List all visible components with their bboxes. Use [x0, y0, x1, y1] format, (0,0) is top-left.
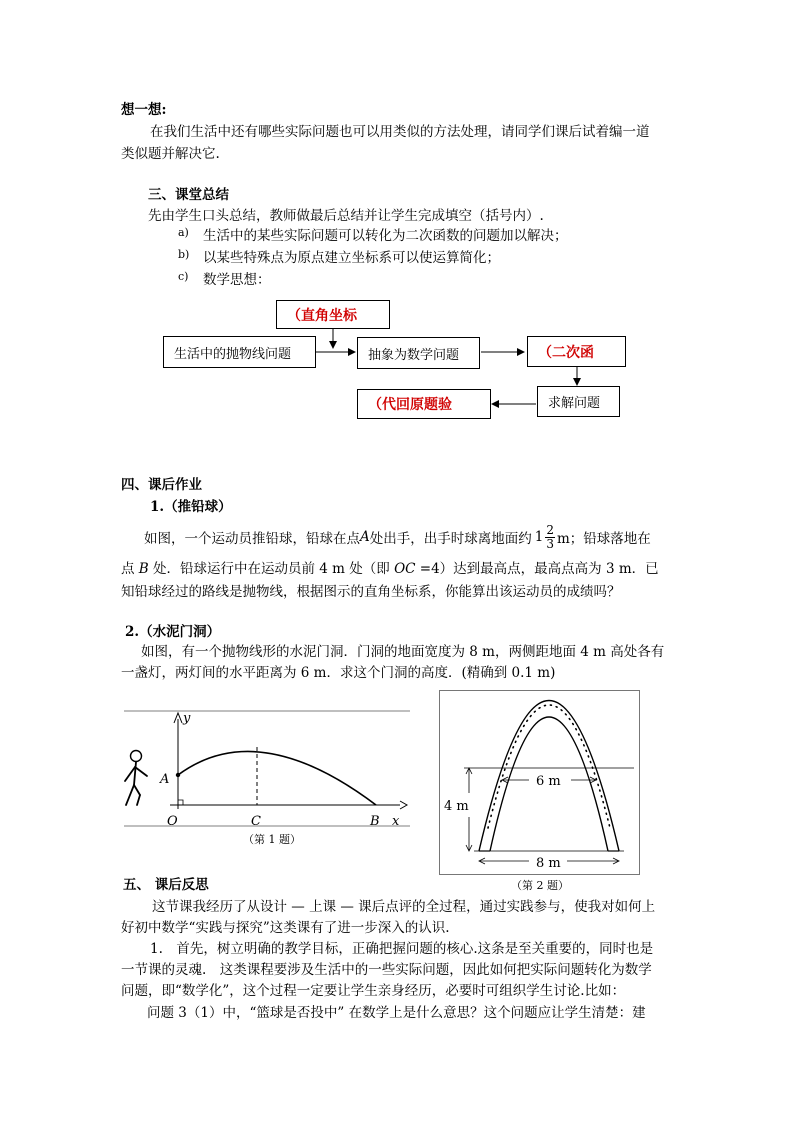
- summary-item-text: 生活中的某些实际问题可以转化为二次函数的问题加以解决；: [203, 228, 568, 244]
- reflection-line: 好初中数学“实践与探究”这类课有了进一步深入的认识.: [121, 920, 450, 936]
- think-line-1: 在我们生活中还有哪些实际问题也可以用类似的方法处理，请同学们课后试着编一道: [150, 124, 650, 140]
- summary-intro: 先由学生口头总结，教师做最后总结并让学生完成填空（括号内）.: [148, 208, 544, 224]
- q2-title: 2.（水泥门洞）: [125, 624, 221, 640]
- label-4m: 4 m: [444, 799, 469, 814]
- think-title: 想一想:: [121, 102, 167, 118]
- flow-box-life-problem: 生活中的抛物线问题: [163, 336, 316, 368]
- right-angle-mark: [178, 800, 183, 805]
- q1-title: 1.（推铅球）: [150, 499, 232, 515]
- q1-line-1: [144, 522, 651, 552]
- reflection-line: 一节课的灵魂. 这类课程要涉及生活中的一些实际问题，因此如何把实际问题转化为数学: [121, 962, 652, 978]
- summary-heading: 三、课堂总结: [148, 187, 229, 203]
- homework-heading: 四、课后作业: [121, 477, 202, 493]
- q1-text: 点: [121, 561, 135, 577]
- reflection-line: 问题，即“数学化”，这个过程一定要让学生亲身经历，必要时可组织学生讨论.比如：: [121, 983, 626, 999]
- q1-text: 处出手，出手时球离地面约: [369, 531, 532, 547]
- fraction: [545, 524, 555, 551]
- trajectory-parabola: [178, 751, 376, 805]
- label-6m: 6 m: [536, 774, 561, 789]
- x-axis-label: x: [392, 814, 400, 829]
- q1-line-2: [121, 557, 659, 577]
- summary-item-text: 以某些特殊点为原点建立坐标系可以使运算简化；: [203, 250, 500, 266]
- fraction-numerator: 2: [546, 522, 554, 537]
- figure-1-shot-put: [120, 705, 420, 855]
- flow-arrows: [0, 0, 794, 440]
- reflection-line: 1. 首先，树立明确的教学目标，正确把握问题的核心.这条是至关重要的，同时也是: [150, 941, 654, 957]
- reflection-line: 这节课我经历了从设计 — 上课 — 课后点评的全过程，通过实践参与，使我对如何上: [152, 899, 656, 915]
- think-line-2: 类似题并解决它.: [121, 146, 220, 162]
- label-8m: 8 m: [536, 856, 561, 871]
- point-a-label: A: [160, 772, 170, 787]
- q2-line-1: 如图，有一个抛物线形的水泥门洞．门洞的地面宽度为 8 m，两侧距地面 4 m 高处各有: [141, 644, 665, 660]
- summary-item-text: 数学思想：: [203, 272, 271, 288]
- athlete-figure-icon: [125, 751, 147, 806]
- flow-box-quadratic: （二次函: [527, 336, 626, 367]
- figure-2-caption: （第 2 题）: [511, 879, 569, 892]
- q2-line-2: 一盏灯，两灯间的水平距离为 6 m．求这个门洞的高度．(精确到 0.1 m): [121, 665, 556, 681]
- fraction-denominator: 3: [546, 536, 554, 551]
- origin-label: O: [167, 814, 178, 829]
- q1-text: m；铅球落地在: [556, 531, 651, 547]
- flow-box-substitute: （代回原题验: [357, 389, 491, 419]
- summary-item-mark: a): [178, 226, 189, 239]
- y-axis-label: y: [183, 711, 191, 726]
- flow-box-abstract: 抽象为数学问题: [357, 337, 480, 369]
- q1-text: =4）达到最高点，最高点高为 3 m．已: [419, 561, 659, 577]
- figure-2-cement-arch: [439, 690, 641, 895]
- figure-1-caption: （第 1 题）: [243, 833, 301, 846]
- q1-text: 如图，一个运动员推铅球，铅球在点: [144, 531, 360, 547]
- summary-item-mark: c): [178, 270, 189, 283]
- point-c-label: C: [251, 814, 261, 829]
- arch-dots: [488, 705, 610, 828]
- reflection-heading: 五、 课后反思: [123, 877, 209, 893]
- point-b-label: B: [138, 561, 149, 577]
- q1-line-3: 知铅球经过的路线是抛物线，根据图示的直角坐标系，你能算出该运动员的成绩吗？: [121, 584, 621, 600]
- x-axis-arrow-icon: [400, 801, 407, 809]
- mixed-number-whole: 1: [534, 529, 544, 545]
- point-a-label: A: [360, 529, 370, 545]
- segment-oc-label: OC: [394, 561, 416, 577]
- flow-box-solve: 求解问题: [537, 386, 620, 417]
- summary-item-mark: b): [178, 248, 190, 261]
- reflection-line: 问题 3（1）中，“篮球是否投中” 在数学上是什么意思？这个问题应让学生清楚：建: [147, 1005, 646, 1021]
- q1-text: 处．铅球运行中在运动员前 4 m 处（即: [153, 561, 390, 577]
- point-b-label: B: [370, 814, 380, 829]
- point-a: [176, 773, 180, 777]
- flow-box-coordinate: （直角坐标: [276, 300, 390, 329]
